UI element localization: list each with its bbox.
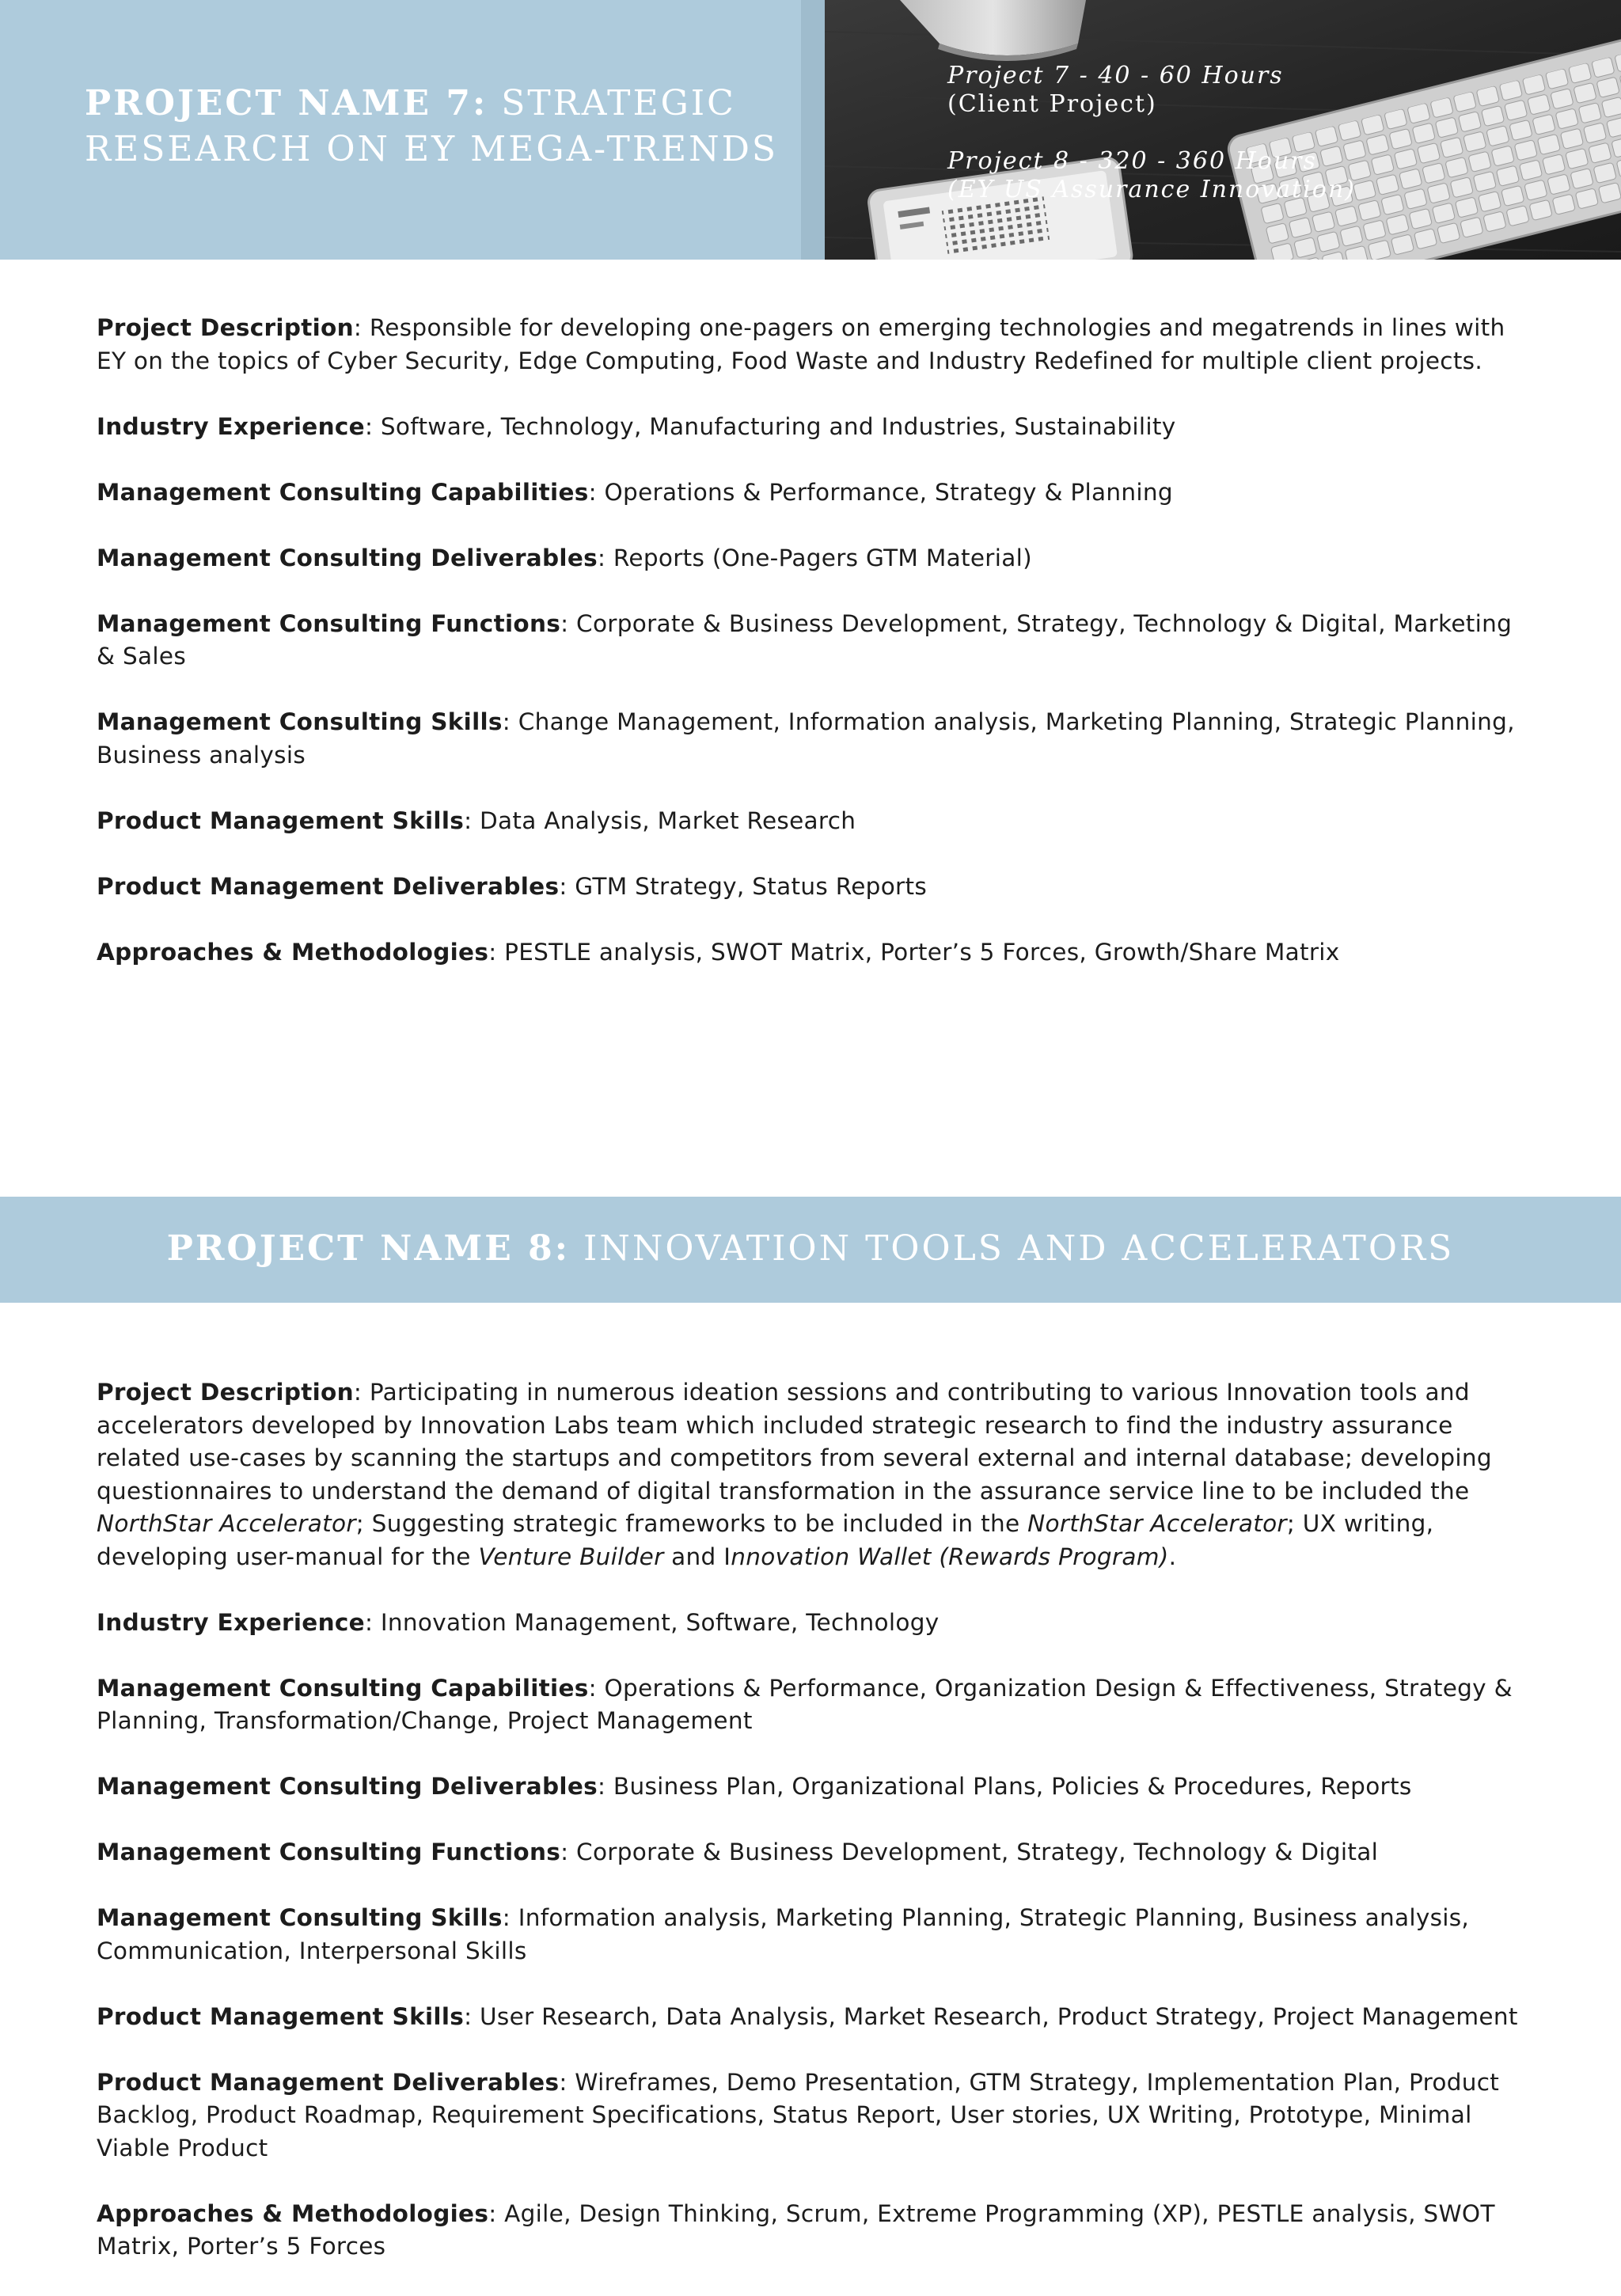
- project8-field: [97, 1672, 1529, 1738]
- field-value: : PESTLE analysis, SWOT Matrix, Porter’s 5 Forces, Growth/Share Matrix: [488, 938, 1340, 966]
- project7-field: [97, 805, 1529, 838]
- field-value: : GTM Strategy, Status Reports: [559, 872, 928, 900]
- field-value: : Software, Technology, Manufacturing and Industries, Sustainability: [364, 412, 1176, 440]
- field-label: Project Description: [97, 1379, 354, 1406]
- description-emphasis: NorthStar Accelerator: [1027, 1510, 1287, 1537]
- project8-hours-line: Project 8 - 320 - 360 Hours: [947, 147, 1317, 175]
- description-text: : Participating in numerous ideation sessions and contributing to various Innovation tools and accelerators developed by Innovation Labs team which included strategic research to find the industry assurance related use-cases by scanning the startups and competitors from several external and internal database; developing questionnaires to understand the demand of digital transformation in the assurance service line to be included the: [97, 1379, 1492, 1505]
- field-value: : Corporate & Business Development, Strategy, Technology & Digital, Marketing & Sales: [97, 609, 1513, 670]
- description-text: ; UX writing, developing user-manual for the: [97, 1510, 1434, 1570]
- field-label: Management Consulting Capabilities: [97, 1674, 589, 1702]
- field-label: Management Consulting Functions: [97, 1839, 561, 1865]
- project7-field: [97, 411, 1529, 444]
- project8-field: [97, 1902, 1529, 1968]
- field-label: Product Management Skills: [97, 806, 465, 834]
- field-value: : User Research, Data Analysis, Market Research, Product Strategy, Project Management: [464, 2002, 1518, 2030]
- field-label: Approaches & Methodologies: [97, 938, 489, 966]
- project7-title-bold: PROJECT NAME 7:: [85, 83, 488, 123]
- project8-title-bold: PROJECT NAME 8:: [166, 1228, 570, 1269]
- project8-field: [97, 2066, 1529, 2165]
- project7-field: [97, 936, 1529, 970]
- project7-hours-line: Project 7 - 40 - 60 Hours: [947, 62, 1284, 89]
- project8-hours: [947, 147, 1356, 204]
- project8-details: [97, 1376, 1529, 2296]
- field-value: : Responsible for developing one-pagers on emerging technologies and megatrends in lines with EY on the topics of Cyber Security, Edge Computing, Food Waste and Industry Redefined for multiple client projects.: [97, 314, 1505, 374]
- project7-details: [97, 312, 1529, 1002]
- field-label: Management Consulting Deliverables: [97, 1773, 598, 1800]
- description-emphasis: nnovation Wallet (Rewards Program): [731, 1543, 1169, 1570]
- project7-field: [97, 871, 1529, 904]
- field-label: Management Consulting Functions: [97, 609, 561, 637]
- project7-title-rest: STRATEGIC RESEARCH ON EY MEGA-TRENDS: [85, 83, 779, 169]
- field-label: Management Consulting Skills: [97, 708, 503, 735]
- project7-field: [97, 476, 1529, 510]
- project8-field: [97, 1770, 1529, 1804]
- project8-title: [0, 1226, 1621, 1272]
- field-value: : Information analysis, Marketing Planning, Strategic Planning, Business analysis, Communication, Interpersonal Skills: [97, 1904, 1470, 1964]
- field-label: Management Consulting Skills: [97, 1904, 503, 1931]
- project7-hours: [947, 62, 1284, 119]
- project7-field: [97, 706, 1529, 772]
- field-value: : Data Analysis, Market Research: [464, 806, 856, 834]
- field-value: : Agile, Design Thinking, Scrum, Extreme Programming (XP), PESTLE analysis, SWOT Matrix, Porter’s 5 Forces: [97, 2199, 1495, 2260]
- field-label: Industry Experience: [97, 1608, 365, 1636]
- project8-field: [97, 2198, 1529, 2264]
- field-value: : Business Plan, Organizational Plans, Policies & Procedures, Reports: [598, 1773, 1412, 1800]
- field-value: : Corporate & Business Development, Strategy, Technology & Digital: [560, 1839, 1379, 1865]
- description-emphasis: NorthStar Accelerator: [97, 1510, 356, 1537]
- field-value: : Operations & Performance, Organization Design & Effectiveness, Strategy & Planning, Transformation/Change, Project Management: [97, 1674, 1513, 1734]
- header-divider-strip: [801, 0, 825, 260]
- field-value: : Change Management, Information analysis, Marketing Planning, Strategic Planning, Business analysis: [97, 708, 1515, 768]
- field-value: : Reports (One-Pagers GTM Material): [598, 544, 1032, 571]
- field-label: Management Consulting Deliverables: [97, 544, 598, 571]
- field-label: Approaches & Methodologies: [97, 2199, 489, 2227]
- field-value: : Innovation Management, Software, Technology: [364, 1608, 940, 1636]
- field-value: : Wireframes, Demo Presentation, GTM Strategy, Implementation Plan, Product Backlog, Product Roadmap, Requirement Specifications, Status Report, User stories, UX Writing, Prototype, Minimal Viable Product: [97, 2068, 1500, 2161]
- field-label: Product Management Skills: [97, 2002, 465, 2030]
- project7-field: [97, 542, 1529, 575]
- project8-type-line: (EY US Assurance Innovation): [947, 176, 1356, 203]
- project8-field: [97, 2001, 1529, 2034]
- project8-description: [97, 1376, 1529, 1573]
- header-photo: [825, 0, 1621, 260]
- project8-field: [97, 1836, 1529, 1869]
- project7-field: [97, 312, 1529, 378]
- project8-field: [97, 1607, 1529, 1640]
- description-text: ; Suggesting strategic frameworks to be included in the: [355, 1510, 1028, 1537]
- field-label: Product Management Deliverables: [97, 2068, 560, 2096]
- field-label: Management Consulting Capabilities: [97, 478, 589, 506]
- field-label: Industry Experience: [97, 412, 365, 440]
- field-label: Product Management Deliverables: [97, 872, 560, 900]
- project7-type-line: (Client Project): [947, 90, 1157, 118]
- project7-field: [97, 608, 1529, 674]
- description-text: .: [1168, 1543, 1177, 1570]
- project7-title: [85, 81, 781, 173]
- field-label: Project Description: [97, 314, 354, 341]
- description-emphasis: Venture Builder: [478, 1543, 664, 1570]
- project8-title-rest: INNOVATION TOOLS AND ACCELERATORS: [569, 1228, 1455, 1269]
- field-value: : Operations & Performance, Strategy & Planning: [588, 478, 1173, 506]
- desk-photo-illustration: [825, 0, 1621, 260]
- description-text: and I: [663, 1543, 731, 1570]
